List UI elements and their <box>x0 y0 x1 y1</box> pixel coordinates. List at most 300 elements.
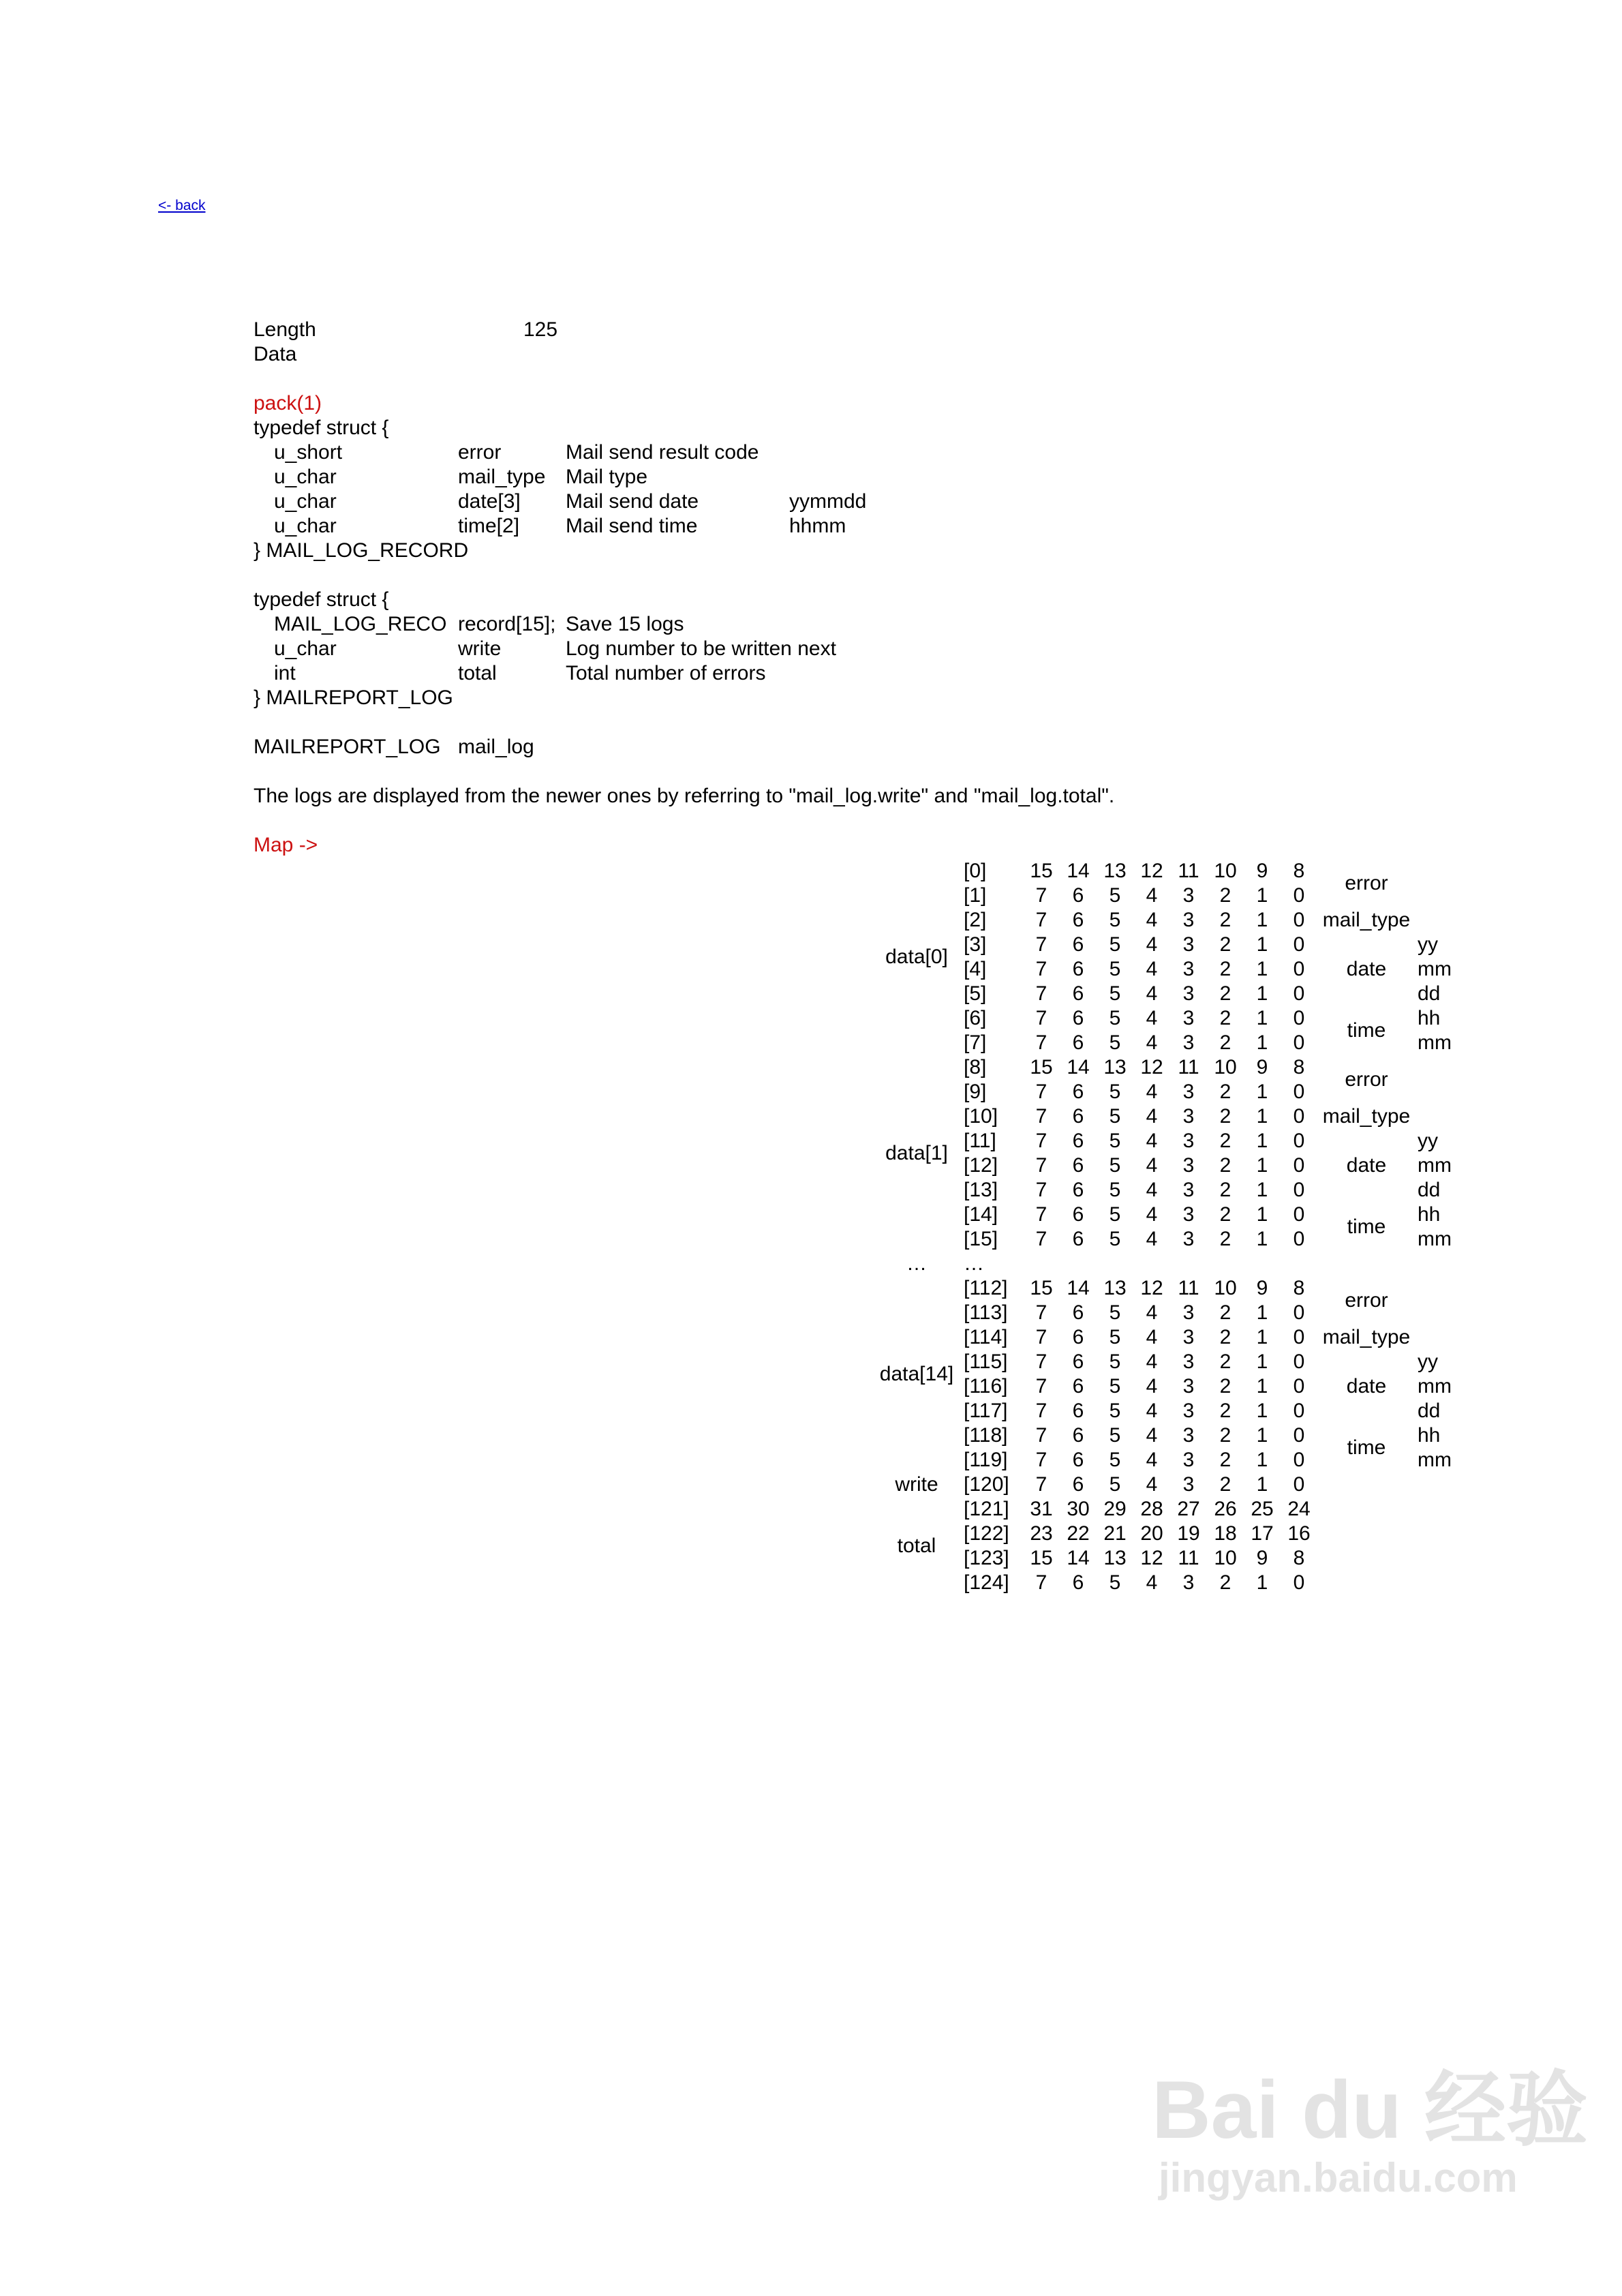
bit-number: 3 <box>1182 1473 1195 1496</box>
bit-number: 4 <box>1146 1350 1158 1373</box>
subfield-label: mm <box>1418 1375 1452 1398</box>
bit-number: 7 <box>1035 1326 1047 1348</box>
bit-number: 4 <box>1146 1228 1158 1250</box>
subfield-label: hh <box>1418 1424 1441 1447</box>
bit-number: 0 <box>1293 1301 1305 1324</box>
bit-number: 5 <box>1109 1203 1121 1226</box>
bit-number: 5 <box>1109 1081 1121 1103</box>
bit-number: 2 <box>1219 1031 1231 1054</box>
bit-number: 13 <box>1103 1277 1127 1299</box>
bit-number: 2 <box>1219 933 1231 956</box>
byte-index: [114] <box>964 1326 1008 1348</box>
struct1-open: typedef struct { <box>254 417 389 439</box>
bit-number: 23 <box>1030 1522 1053 1545</box>
bit-number: 7 <box>1035 958 1047 980</box>
bit-number: 4 <box>1146 1105 1158 1128</box>
bit-number: 5 <box>1109 1031 1121 1054</box>
bit-number: 7 <box>1035 1105 1047 1128</box>
bit-number: 2 <box>1219 1424 1231 1447</box>
bit-number: 6 <box>1072 1350 1084 1373</box>
bit-number: 7 <box>1035 982 1047 1005</box>
bit-number: 5 <box>1109 1400 1121 1422</box>
bit-number: 2 <box>1219 1571 1231 1594</box>
bit-number: 6 <box>1072 1473 1084 1496</box>
bit-number: 12 <box>1140 1056 1163 1078</box>
bit-number: 12 <box>1140 1547 1163 1569</box>
bit-number: 3 <box>1182 1179 1195 1201</box>
bit-number: 5 <box>1109 1571 1121 1594</box>
subfield-label: mm <box>1418 1031 1452 1054</box>
bit-number: 21 <box>1103 1522 1127 1545</box>
bit-number: 14 <box>1067 1277 1090 1299</box>
byte-index: [117] <box>964 1400 1008 1422</box>
bit-number: 14 <box>1067 1056 1090 1078</box>
bit-number: 15 <box>1030 1547 1053 1569</box>
bit-number: 2 <box>1219 1375 1231 1398</box>
byte-index: [123] <box>964 1547 1009 1569</box>
bit-number: 30 <box>1067 1498 1090 1520</box>
bit-number: 2 <box>1219 909 1231 931</box>
bit-number: 12 <box>1140 860 1163 882</box>
bit-number: 0 <box>1293 1571 1305 1594</box>
bit-number: 2 <box>1219 1203 1231 1226</box>
subfield-label: mm <box>1418 1154 1452 1177</box>
record-group-label: data[14] <box>879 1363 954 1385</box>
bit-number: 4 <box>1146 982 1158 1005</box>
bit-number: 1 <box>1256 982 1268 1005</box>
bit-number: 1 <box>1256 1154 1268 1177</box>
bit-number: 3 <box>1182 1350 1195 1373</box>
bit-number: 6 <box>1072 1326 1084 1348</box>
bit-number: 12 <box>1140 1277 1163 1299</box>
bit-number: 6 <box>1072 1449 1084 1471</box>
watermark-logo: Bai du 经验 <box>1152 2064 1589 2156</box>
bit-number: 5 <box>1109 1179 1121 1201</box>
bit-number: 4 <box>1146 1081 1158 1103</box>
field-description: Total number of errors <box>566 662 766 684</box>
bit-number: 4 <box>1146 1007 1158 1029</box>
bit-number: 3 <box>1182 1301 1195 1324</box>
struct1-close: } MAIL_LOG_RECORD <box>254 539 469 562</box>
bit-number: 13 <box>1103 1056 1127 1078</box>
byte-index: [7] <box>964 1031 987 1054</box>
bit-number: 1 <box>1256 1081 1268 1103</box>
field-name: date[3] <box>458 490 521 513</box>
byte-index: [11] <box>964 1130 996 1152</box>
bit-number: 7 <box>1035 1154 1047 1177</box>
bit-number: 1 <box>1256 958 1268 980</box>
bit-number: 4 <box>1146 909 1158 931</box>
bit-number: 7 <box>1035 884 1047 907</box>
bit-number: 4 <box>1146 1400 1158 1422</box>
bit-number: 4 <box>1146 1449 1158 1471</box>
bit-number: 6 <box>1072 1228 1084 1250</box>
bit-number: 1 <box>1256 1375 1268 1398</box>
bit-number: 0 <box>1293 1031 1305 1054</box>
baidu-watermark <box>1152 2066 1588 2202</box>
field-name: time[2] <box>458 515 520 537</box>
byte-index: [124] <box>964 1571 1009 1594</box>
bit-number: 3 <box>1182 1375 1195 1398</box>
bit-number: 1 <box>1256 1473 1268 1496</box>
byte-index: [113] <box>964 1301 1008 1324</box>
bit-number: 1 <box>1256 933 1268 956</box>
bit-number: 31 <box>1030 1498 1053 1520</box>
bit-number: 5 <box>1109 982 1121 1005</box>
bit-number: 0 <box>1293 1424 1305 1447</box>
byte-index: [6] <box>964 1007 987 1029</box>
bit-number: 26 <box>1214 1498 1237 1520</box>
bit-number: 1 <box>1256 884 1268 907</box>
bit-number: 0 <box>1293 909 1305 931</box>
bit-number: 6 <box>1072 1424 1084 1447</box>
length-label: Length <box>254 318 316 341</box>
subfield-label: dd <box>1418 982 1441 1005</box>
field-label: error <box>1345 1068 1388 1091</box>
bit-number: 2 <box>1219 1081 1231 1103</box>
bit-number: 6 <box>1072 1571 1084 1594</box>
bit-number: 25 <box>1251 1498 1274 1520</box>
field-label: date <box>1346 958 1387 980</box>
subfield-label: mm <box>1418 1228 1452 1250</box>
bit-number: 6 <box>1072 1081 1084 1103</box>
bit-number: 1 <box>1256 1400 1268 1422</box>
bit-number: 6 <box>1072 909 1084 931</box>
bit-number: 5 <box>1109 1473 1121 1496</box>
bit-number: 6 <box>1072 884 1084 907</box>
bit-number: 2 <box>1219 1130 1231 1152</box>
field-description: Mail type <box>566 466 648 488</box>
bit-number: 13 <box>1103 860 1127 882</box>
bit-number: 4 <box>1146 1571 1158 1594</box>
bit-number: 6 <box>1072 1375 1084 1398</box>
bit-number: 5 <box>1109 1228 1121 1250</box>
bit-number: 8 <box>1293 1277 1305 1299</box>
bit-number: 13 <box>1103 1547 1127 1569</box>
byte-index: [116] <box>964 1375 1008 1398</box>
bit-number: 1 <box>1256 1301 1268 1324</box>
bit-number: 7 <box>1035 909 1047 931</box>
bit-number: 10 <box>1214 1547 1237 1569</box>
bit-number: 1 <box>1256 1350 1268 1373</box>
bit-number: 6 <box>1072 1105 1084 1128</box>
bit-number: 0 <box>1293 1228 1305 1250</box>
bit-number: 5 <box>1109 1105 1121 1128</box>
bit-number: 1 <box>1256 1326 1268 1348</box>
bit-number: 2 <box>1219 1449 1231 1471</box>
field-description: Mail send date <box>566 490 699 513</box>
byte-index: [5] <box>964 982 987 1005</box>
bit-number: 3 <box>1182 1105 1195 1128</box>
bit-number: 5 <box>1109 1424 1121 1447</box>
bit-number: 3 <box>1182 1571 1195 1594</box>
bit-number: 6 <box>1072 1154 1084 1177</box>
bit-number: 3 <box>1182 1203 1195 1226</box>
bit-number: 7 <box>1035 1424 1047 1447</box>
bit-number: 1 <box>1256 1007 1268 1029</box>
bit-number: 11 <box>1178 860 1199 882</box>
bit-number: 8 <box>1293 1056 1305 1078</box>
bit-number: 0 <box>1293 1130 1305 1152</box>
bit-number: 4 <box>1146 1031 1158 1054</box>
bit-number: 5 <box>1109 1449 1121 1471</box>
struct2-open: typedef struct { <box>254 588 389 611</box>
bit-number: 1 <box>1256 1424 1268 1447</box>
bit-number: 3 <box>1182 1081 1195 1103</box>
bit-number: 6 <box>1072 1203 1084 1226</box>
byte-index: [14] <box>964 1203 998 1226</box>
bit-number: 3 <box>1182 1130 1195 1152</box>
watermark-url: jingyan.baidu.com <box>1159 2155 1518 2201</box>
bit-number: 3 <box>1182 1031 1195 1054</box>
bit-number: 27 <box>1177 1498 1200 1520</box>
bit-number: 3 <box>1182 982 1195 1005</box>
bit-number: 0 <box>1293 933 1305 956</box>
bit-number: 20 <box>1140 1522 1163 1545</box>
bit-number: 14 <box>1067 1547 1090 1569</box>
bit-number: 0 <box>1293 1007 1305 1029</box>
record-group-label: total <box>897 1535 936 1557</box>
byte-index: [10] <box>964 1105 998 1128</box>
record-group-label: data[0] <box>885 946 948 968</box>
bit-number: 18 <box>1214 1522 1237 1545</box>
decl-name: mail_log <box>458 736 534 758</box>
decl-type: MAILREPORT_LOG <box>254 736 441 758</box>
field-type: u_char <box>274 466 337 488</box>
bit-number: 11 <box>1178 1056 1199 1078</box>
bit-number: 7 <box>1035 1228 1047 1250</box>
subfield-label: yy <box>1418 1350 1438 1373</box>
bit-number: 7 <box>1035 1350 1047 1373</box>
bit-number: 0 <box>1293 982 1305 1005</box>
subfield-label: yy <box>1418 933 1438 956</box>
bit-number: 6 <box>1072 1130 1084 1152</box>
bit-number: 9 <box>1256 1547 1268 1569</box>
bit-number: 6 <box>1072 1031 1084 1054</box>
bit-number: 6 <box>1072 958 1084 980</box>
bit-number: 6 <box>1072 933 1084 956</box>
field-label: date <box>1346 1154 1387 1177</box>
bit-number: 16 <box>1287 1522 1311 1545</box>
bit-number: 22 <box>1067 1522 1090 1545</box>
bit-number: 2 <box>1219 1154 1231 1177</box>
field-label: mail_type <box>1322 1105 1411 1128</box>
bit-number: 0 <box>1293 1081 1305 1103</box>
bit-number: 6 <box>1072 1179 1084 1201</box>
bit-number: 5 <box>1109 1326 1121 1348</box>
struct2-close: } MAILREPORT_LOG <box>254 686 453 709</box>
bit-number: 2 <box>1219 1473 1231 1496</box>
field-label: time <box>1347 1436 1386 1459</box>
bit-number: 7 <box>1035 1179 1047 1201</box>
byte-index: [4] <box>964 958 987 980</box>
field-description: Mail send time <box>566 515 698 537</box>
field-label: date <box>1346 1375 1387 1398</box>
byte-index: [121] <box>964 1498 1009 1520</box>
bit-number: 2 <box>1219 1400 1231 1422</box>
bit-number: 1 <box>1256 1031 1268 1054</box>
byte-index: [1] <box>964 884 987 907</box>
bit-number: 7 <box>1035 1031 1047 1054</box>
bit-number: 0 <box>1293 1203 1305 1226</box>
data-label: Data <box>254 343 297 365</box>
bit-number: 6 <box>1072 1301 1084 1324</box>
bit-number: 9 <box>1256 860 1268 882</box>
field-label: time <box>1347 1019 1386 1042</box>
bit-number: 0 <box>1293 1400 1305 1422</box>
field-name: error <box>458 441 502 464</box>
subfield-label: dd <box>1418 1400 1441 1422</box>
bit-number: 2 <box>1219 1007 1231 1029</box>
field-label: error <box>1345 1289 1388 1312</box>
bit-number: 3 <box>1182 1007 1195 1029</box>
bit-number: 3 <box>1182 933 1195 956</box>
bit-number: 9 <box>1256 1277 1268 1299</box>
record-group-label: write <box>895 1473 938 1496</box>
field-format: hhmm <box>789 515 846 537</box>
bit-number: 5 <box>1109 1130 1121 1152</box>
byte-index: [2] <box>964 909 987 931</box>
bit-number: 4 <box>1146 958 1158 980</box>
byte-index: [12] <box>964 1154 998 1177</box>
bit-number: 0 <box>1293 1154 1305 1177</box>
bit-number: 1 <box>1256 1179 1268 1201</box>
bit-number: 5 <box>1109 1375 1121 1398</box>
bit-number: 7 <box>1035 933 1047 956</box>
record-group-label: … <box>906 1252 927 1275</box>
byte-index: [15] <box>964 1228 998 1250</box>
bit-number: 10 <box>1214 1056 1237 1078</box>
bit-number: 7 <box>1035 1375 1047 1398</box>
bit-number: 0 <box>1293 1350 1305 1373</box>
back-link[interactable]: <- back <box>158 198 206 213</box>
bit-number: 3 <box>1182 958 1195 980</box>
field-type: u_char <box>274 637 337 660</box>
bit-number: 17 <box>1251 1522 1274 1545</box>
byte-index: [115] <box>964 1350 1008 1373</box>
subfield-label: hh <box>1418 1203 1441 1226</box>
field-label: time <box>1347 1215 1386 1238</box>
bit-number: 11 <box>1178 1277 1199 1299</box>
field-name: write <box>458 637 502 660</box>
bit-number: 6 <box>1072 1007 1084 1029</box>
field-label: mail_type <box>1322 909 1411 931</box>
bit-number: 2 <box>1219 1326 1231 1348</box>
bit-number: 5 <box>1109 958 1121 980</box>
bit-number: 8 <box>1293 860 1305 882</box>
bit-number: 2 <box>1219 1179 1231 1201</box>
bit-number: 0 <box>1293 1179 1305 1201</box>
bit-number: 5 <box>1109 933 1121 956</box>
field-label: error <box>1345 872 1388 894</box>
field-description: Mail send result code <box>566 441 759 464</box>
bit-number: 6 <box>1072 1400 1084 1422</box>
bit-number: 2 <box>1219 884 1231 907</box>
subfield-label: mm <box>1418 1449 1452 1471</box>
bit-number: 3 <box>1182 1326 1195 1348</box>
subfield-label: mm <box>1418 958 1452 980</box>
bit-number: 7 <box>1035 1007 1047 1029</box>
bit-number: 2 <box>1219 1105 1231 1128</box>
byte-index: [122] <box>964 1522 1009 1545</box>
bit-number: 0 <box>1293 1473 1305 1496</box>
bit-number: 0 <box>1293 1375 1305 1398</box>
field-format: yymmdd <box>789 490 867 513</box>
bit-number: 4 <box>1146 1154 1158 1177</box>
bit-number: 2 <box>1219 1228 1231 1250</box>
bit-number: 0 <box>1293 884 1305 907</box>
bit-number: 7 <box>1035 1449 1047 1471</box>
bit-number: 7 <box>1035 1203 1047 1226</box>
field-name: record[15]; <box>458 613 556 635</box>
bit-number: 1 <box>1256 1571 1268 1594</box>
bit-number: 8 <box>1293 1547 1305 1569</box>
bit-number: 4 <box>1146 1375 1158 1398</box>
bit-number: 2 <box>1219 958 1231 980</box>
bit-number: 19 <box>1177 1522 1200 1545</box>
bit-number: 0 <box>1293 1105 1305 1128</box>
bit-number: 3 <box>1182 1400 1195 1422</box>
bit-number: 0 <box>1293 958 1305 980</box>
bit-number: 4 <box>1146 933 1158 956</box>
bit-number: 6 <box>1072 982 1084 1005</box>
bit-number: 1 <box>1256 1449 1268 1471</box>
byte-index: [3] <box>964 933 987 956</box>
bit-number: 14 <box>1067 860 1090 882</box>
bit-number: 24 <box>1287 1498 1311 1520</box>
bit-number: 4 <box>1146 1473 1158 1496</box>
bit-number: 7 <box>1035 1571 1047 1594</box>
bit-number: 28 <box>1140 1498 1163 1520</box>
bit-number: 15 <box>1030 860 1053 882</box>
field-type: u_char <box>274 515 337 537</box>
bit-number: 4 <box>1146 1424 1158 1447</box>
field-description: Log number to be written next <box>566 637 836 660</box>
bit-number: 5 <box>1109 884 1121 907</box>
bit-number: 4 <box>1146 1203 1158 1226</box>
bit-number: 7 <box>1035 1130 1047 1152</box>
field-name: total <box>458 662 497 684</box>
bit-number: 4 <box>1146 1301 1158 1324</box>
subfield-label: hh <box>1418 1007 1441 1029</box>
field-label: mail_type <box>1322 1326 1411 1348</box>
byte-index: [8] <box>964 1056 987 1078</box>
bit-number: 7 <box>1035 1081 1047 1103</box>
bit-number: 10 <box>1214 1277 1237 1299</box>
bit-number: 3 <box>1182 1154 1195 1177</box>
bit-number: 5 <box>1109 1301 1121 1324</box>
bit-number: 7 <box>1035 1473 1047 1496</box>
bit-number: 9 <box>1256 1056 1268 1078</box>
bit-number: 4 <box>1146 1179 1158 1201</box>
bit-number: 3 <box>1182 1449 1195 1471</box>
bit-number: 3 <box>1182 909 1195 931</box>
field-name: mail_type <box>458 466 546 488</box>
subfield-label: dd <box>1418 1179 1441 1201</box>
map-label: Map -> <box>254 834 318 856</box>
length-value: 125 <box>523 318 558 341</box>
record-group-label: data[1] <box>885 1142 948 1164</box>
field-type: int <box>274 662 296 684</box>
byte-index: [118] <box>964 1424 1008 1447</box>
bit-number: 4 <box>1146 884 1158 907</box>
bit-number: 1 <box>1256 1228 1268 1250</box>
bit-number: 15 <box>1030 1277 1053 1299</box>
bit-number: 4 <box>1146 1326 1158 1348</box>
bit-number: 5 <box>1109 909 1121 931</box>
bit-number: 10 <box>1214 860 1237 882</box>
bit-number: 5 <box>1109 1154 1121 1177</box>
